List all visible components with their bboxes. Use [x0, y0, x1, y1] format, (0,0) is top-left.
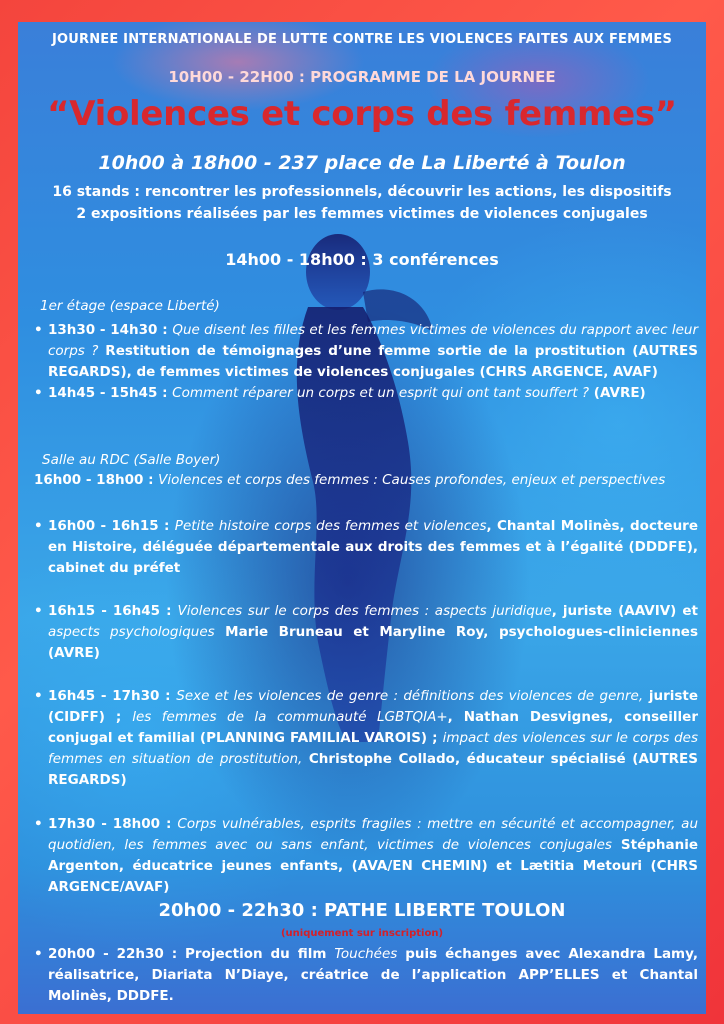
- section2-list-c: [32, 686, 698, 791]
- intro-text: [18, 181, 706, 225]
- list-item: • 16h45 - 17h30 : Sexe et les violences de genre : définitions des violences de genre, juriste (CIDFF) ; les femmes de la communauté LGBTQIA+, Nathan Desvignes, conseiller conjugal et familial (PLANNING FAMILIAL VAROIS) ; impact des violences sur le corps des femmes en situation de prostitution, Christophe Collado, éducateur spécialisé (AUTRES REGARDS): [32, 686, 698, 791]
- poster-title: “Violences et corps des femmes”: [47, 94, 677, 134]
- poster-content: [18, 22, 706, 1014]
- section-label-salle-boyer: Salle au RDC (Salle Boyer): [42, 452, 221, 468]
- poster: [18, 22, 706, 1014]
- list-item: • 20h00 - 22h30 : Projection du film Touchées puis échanges avec Alexandra Lamy, réalisatrice, Diariata N’Diaye, créatrice de l’application APP’ELLES et Chantal Molinès, DDDFE.: [32, 944, 698, 1007]
- section2-range: 16h00 - 18h00 : Violences et corps des femmes : Causes profondes, enjeux et perspectives: [34, 472, 666, 488]
- section2-list-a: [32, 516, 698, 579]
- section-label-espace-liberte: 1er étage (espace Liberté): [40, 298, 220, 314]
- evening-heading: 20h00 - 22h30 : PATHE LIBERTE TOULON: [158, 900, 566, 921]
- program-hours: 10H00 - 22H00 : PROGRAMME DE LA JOURNEE: [168, 68, 556, 86]
- intro-expositions: 2 expositions réalisées par les femmes victimes de violences conjugales: [76, 206, 648, 222]
- section2-list-b: [32, 601, 698, 664]
- list-item: • 16h00 - 16h15 : Petite histoire corps des femmes et violences, Chantal Molinès, docteure en Histoire, déléguée départementale aux droits des femmes et à l’égalité (DDDFE), cabinet du préfet: [32, 516, 698, 579]
- section2-list-d: [32, 814, 698, 898]
- intro-stands: 16 stands : rencontrer les professionnels, découvrir les actions, les dispositifs: [52, 184, 672, 200]
- conferences-heading: 14h00 - 18h00 : 3 conférences: [225, 250, 499, 269]
- list-item: • 16h15 - 16h45 : Violences sur le corps des femmes : aspects juridique, juriste (AAVIV) et aspects psychologiques Marie Bruneau et Maryline Roy, psychologues-cliniciennes (AVRE): [32, 601, 698, 664]
- evening-list: [32, 944, 698, 1007]
- event-heading: JOURNEE INTERNATIONALE DE LUTTE CONTRE LES VIOLENCES FAITES AUX FEMMES: [51, 32, 673, 47]
- section1-list: [32, 320, 698, 404]
- list-item: • 13h30 - 14h30 : Que disent les filles et les femmes victimes de violences du rapport avec leur corps ? Restitution de témoignages d’une femme sortie de la prostitution (AUTRES REGARDS), de femmes victimes de violences conjugales (CHRS ARGENCE, AVAF): [32, 320, 698, 383]
- registration-note: (uniquement sur inscription): [280, 928, 444, 939]
- list-item: • 17h30 - 18h00 : Corps vulnérables, esprits fragiles : mettre en sécurité et accompagner, au quotidien, les femmes avec ou sans enfant, victimes de violences conjugales Stéphanie Argenton, éducatrice jeunes enfants, (AVA/EN CHEMIN) et Lætitia Metouri (CHRS ARGENCE/AVAF): [32, 814, 698, 898]
- venue-line: 10h00 à 18h00 - 237 place de La Liberté à Toulon: [98, 152, 626, 174]
- list-item: • 14h45 - 15h45 : Comment réparer un corps et un esprit qui ont tant souffert ? (AVRE): [32, 383, 698, 404]
